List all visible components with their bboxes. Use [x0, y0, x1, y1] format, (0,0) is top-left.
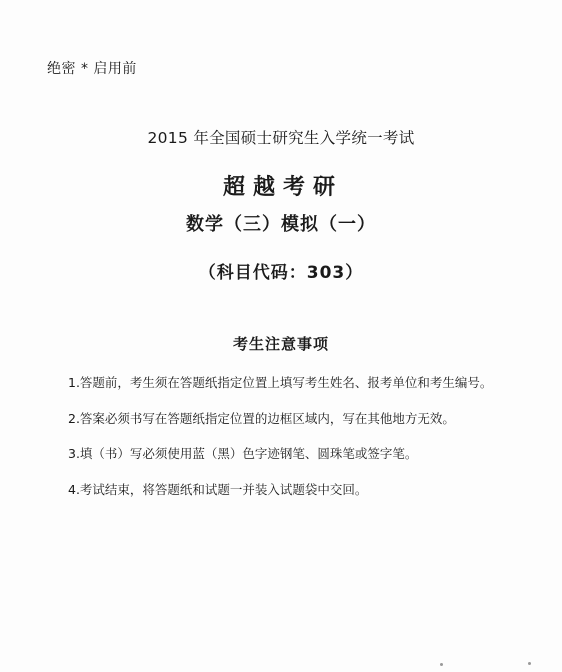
confidential-mark: 绝密 * 启用前	[47, 61, 137, 77]
notice-heading: 考生注意事项	[232, 335, 329, 353]
scan-speck	[528, 662, 531, 665]
scan-speck	[440, 663, 443, 666]
notice-item: 4.考试结束，将答题纸和试题一并装入试题袋中交回。	[68, 481, 368, 497]
brand-title: 超越考研	[222, 175, 343, 200]
exam-title: 2015 年全国硕士研究生入学统一考试	[147, 129, 415, 147]
notice-list	[68, 374, 538, 516]
notice-item: 3.填（书）写必须使用蓝（黑）色字迹钢笔、圆珠笔或签字笔。	[68, 446, 418, 461]
subject-title: 数学（三）模拟（一）	[186, 214, 376, 235]
notice-item: 2.答案必须书写在答题纸指定位置的边框区域内，写在其他地方无效。	[68, 410, 455, 426]
subject-code: （科目代码：303）	[198, 263, 364, 283]
notice-item: 1.答题前，考生须在答题纸指定位置上填写考生姓名、报考单位和考生编号。	[68, 375, 493, 390]
